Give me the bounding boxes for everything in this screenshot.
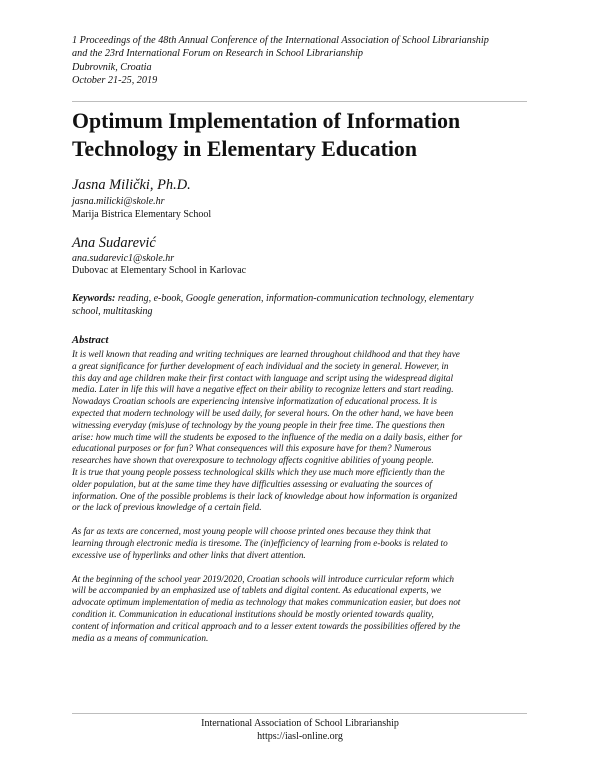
abstract-line: media as a means of communication. [72,632,209,643]
footer-organization: International Association of School Librarianship [201,718,399,729]
paragraph-gap [72,514,538,526]
title-line: Optimum Implementation of Information [72,109,461,133]
abstract-line: It is true that young people possess technological skills which they use much more efficiently than the [72,466,445,477]
author-affiliation: Marija Bistrica Elementary School [72,209,212,220]
author-name: Jasna Milički, Ph.D. [72,177,191,193]
abstract-line: Nowadays Croatian schools are experiencing intensive informatization of educational process. It is [72,396,437,407]
abstract-line: older population, but at the same time they have difficulties assessing or evaluating the sources of [72,478,432,489]
abstract-line: content of information and critical approach and to a lesser extent towards the possibilities offered by the [72,620,461,631]
header-line: 1 Proceedings of the 48th Annual Conference of the International Association of School Librarianship [72,35,489,46]
abstract-line: information. One of the possible problems is their lack of knowledge about how information is organized [72,490,458,501]
paper-title [72,108,542,163]
abstract-line: a great significance for further development of each individual and the society in general. However, in [72,360,449,371]
abstract-line: excessive use of hyperlinks and other links that divert attention. [72,549,306,560]
author-email[interactable]: ana.sudarevic1@skole.hr [72,253,175,264]
keywords-line [72,292,542,305]
abstract-line: advocate optimum implementation of media as technology that makes communication easier, but does not [72,597,461,608]
abstract-line: As far as texts are concerned, most young people will choose printed ones because they think that [72,526,431,537]
abstract-line: arise: how much time will the students be exposed to the influence of the media on a daily basis, either for [72,431,463,442]
header-line: and the 23rd International Forum on Research in School Librarianship [72,48,363,60]
abstract-line: learning through electronic media is tiresome. The (in)efficiency of learning from e-books is related to [72,537,448,548]
abstract-line: expected that modern technology will be used daily, for several hours. On the other hand, we have been [72,407,454,418]
abstract-line: At the beginning of the school year 2019/2020, Croatian schools will introduce curricular reform which [72,573,455,584]
keywords [72,292,542,318]
abstract-heading: Abstract [72,335,109,346]
proceedings-header [72,34,532,88]
footer-url[interactable]: https://iasl-online.org [257,731,343,742]
title-line: Technology in Elementary Education [72,136,417,161]
abstract-line: this day and age children make their first contact with language and script using the widespread digital [72,372,454,383]
author-email[interactable]: jasna.milicki@skole.hr [72,196,165,207]
keywords-line: school, multitasking [72,306,153,318]
author-name: Ana Sudarević [72,235,156,251]
abstract-line: educational purposes or for fun? What consequences will this exposure have for them? Numerous [72,443,432,454]
paragraph-gap [72,562,538,574]
page-footer [0,717,600,743]
abstract-line: media. Later in life this will have a negative effect on their ability to recognize letters and start reading. [72,384,454,395]
abstract-line: witnessing everyday (mis)use of technology by the young people in their free time. The questions then [72,419,445,430]
abstract-line: or the lack of previous knowledge of a certain field. [72,502,262,513]
author-affiliation: Dubovac at Elementary School in Karlovac [72,265,247,276]
abstract-body [72,349,538,644]
header-line: October 21-25, 2019 [72,75,158,87]
abstract-line: It is well known that reading and writing techniques are learned throughout childhood and that they have [72,349,460,359]
header-line: Dubrovnik, Croatia [72,61,152,73]
abstract-line: researches have shown that overexposure to technology affects cognitive abilities of young people. [72,455,434,466]
header-divider [72,101,527,102]
keywords-text: reading, e-book, Google generation, information-communication technology, elementary [117,293,474,304]
footer-divider [72,713,527,714]
keywords-label: Keywords: [72,293,116,304]
abstract-line: will be accompanied by an emphasized use of tablets and digital content. As educational experts, we [72,585,442,596]
abstract-line: condition it. Communication in educational institutions should be mostly oriented towards quality, [72,608,434,619]
